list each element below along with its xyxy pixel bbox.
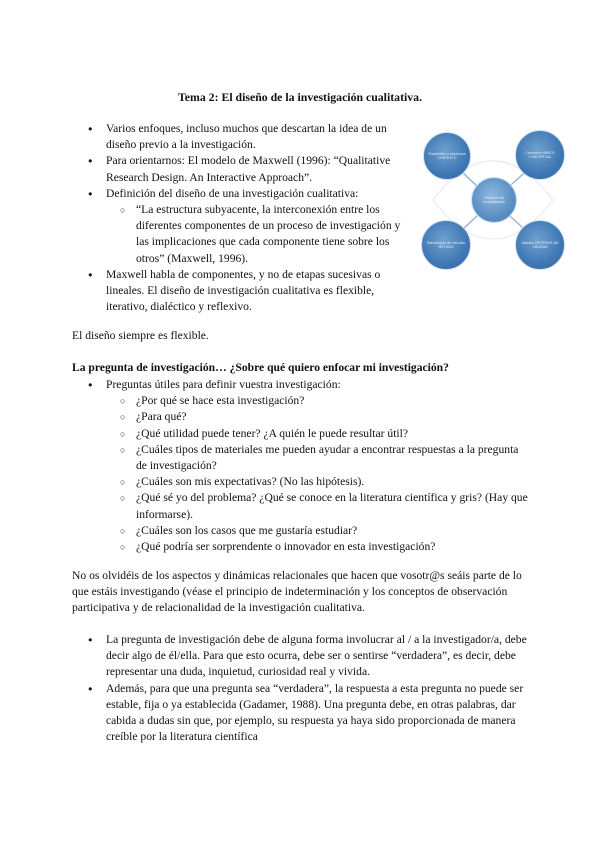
list-item: ● Para orientarnos: El modelo de Maxwell (1996): “Qualitative Research Design. An Interactive Approach”. [72,153,410,185]
relational-paragraph: No os olvidéis de los aspectos y dinámicas relacionales que hacen que vosotr@s seáis parte de lo que estáis investigando (véase el principio de indeterminación y los conceptos de observación participativa y de relacionalidad de la investigación cualitativa. [72,569,522,615]
node-label: Contexto MARCO CONCEPTUAL [525,150,555,159]
question-item: ○ ¿Cuáles tipos de materiales me pueden ayudar a encontrar respuestas a la pregunta de investigación? [106,442,532,474]
question-item: ○ ¿Qué sé yo del problema? ¿Qué se conoce en la literatura científica y gris? (Hay que informarse). [106,490,532,522]
sub-list-item: ○ “La estructura subyacente, la interconexión entre los diferentes componentes de un proceso de investigación y las implicaciones que cada componente tiene sobre los otros” (Maxwell, 1996). [106,202,410,267]
list-item: ● La pregunta de investigación debe de alguna forma involucrar al / a la investigador/a, debe decir algo de él/ella. Para que esto ocurra, debe ser o sentirse “verdadera”, es decir, debe representar una duda, inquietud, curiosidad real y vivida. [72,632,532,681]
intro-list [72,121,410,315]
question-item: ○ ¿Qué utilidad puede tener? ¿A quién le puede resultar útil? [106,426,532,442]
node-label: Validez CRITERIOS DE CALIDAD [521,240,559,249]
final-list [72,632,532,745]
node-label: Pregunta de investigación [482,195,506,204]
section-heading: La pregunta de investigación… ¿Sobre qué quiero enfocar mi investigación? [72,361,449,374]
question-item: ○ ¿Cuáles son los casos que me gustaría estudiar? [106,523,532,539]
list-item: ● Preguntas útiles para definir vuestra investigación: [72,377,532,393]
diagram-node-bottom-left [421,220,471,270]
node-label: Propósitos y objetivos CONTEXTO [428,151,466,160]
page-title: Tema 2: El diseño de la investigación cualitativa. [177,90,423,104]
flexible-line: El diseño siempre es flexible. [72,329,209,342]
diagram-node-bottom-right [515,220,565,270]
diagram-node-top-left [423,132,471,180]
question-item: ○ ¿Qué podría ser sorprendente o innovador en esta investigación? [106,539,532,555]
question-item: ○ ¿Cuáles son mis expectativas? (No las hipótesis). [106,474,532,490]
list-item: ● Varios enfoques, incluso muchos que descartan la idea de un diseño previo a la investigación. [72,121,410,153]
list-item: ● Maxwell habla de componentes, y no de etapas sucesivas o lineales. El diseño de investigación cualitativa es flexible, iterativo, dialéctico y reflexivo. [72,267,410,316]
node-label: Estrategias de estudio MÉTODO [427,240,465,249]
diagram-node-center [471,177,517,223]
questions-list [72,377,532,555]
maxwell-model-diagram [419,128,567,274]
diagram-node-top-right [515,130,565,180]
question-item: ○ ¿Por qué se hace esta investigación? [106,393,532,409]
question-item: ○ ¿Para qué? [106,409,532,425]
list-item: ● Definición del diseño de una investigación cualitativa: [72,186,410,202]
list-item: ● Además, para que una pregunta sea “verdadera”, la respuesta a esta pregunta no puede ser estable, fija o ya establecida (Gadamer, 1988). Una pregunta debe, en otras palabras, dar cabida a dudas sin que, por ejemplo, su respuesta ya haya sido proporcionada de manera creíble por la literatura científica [72,681,532,746]
